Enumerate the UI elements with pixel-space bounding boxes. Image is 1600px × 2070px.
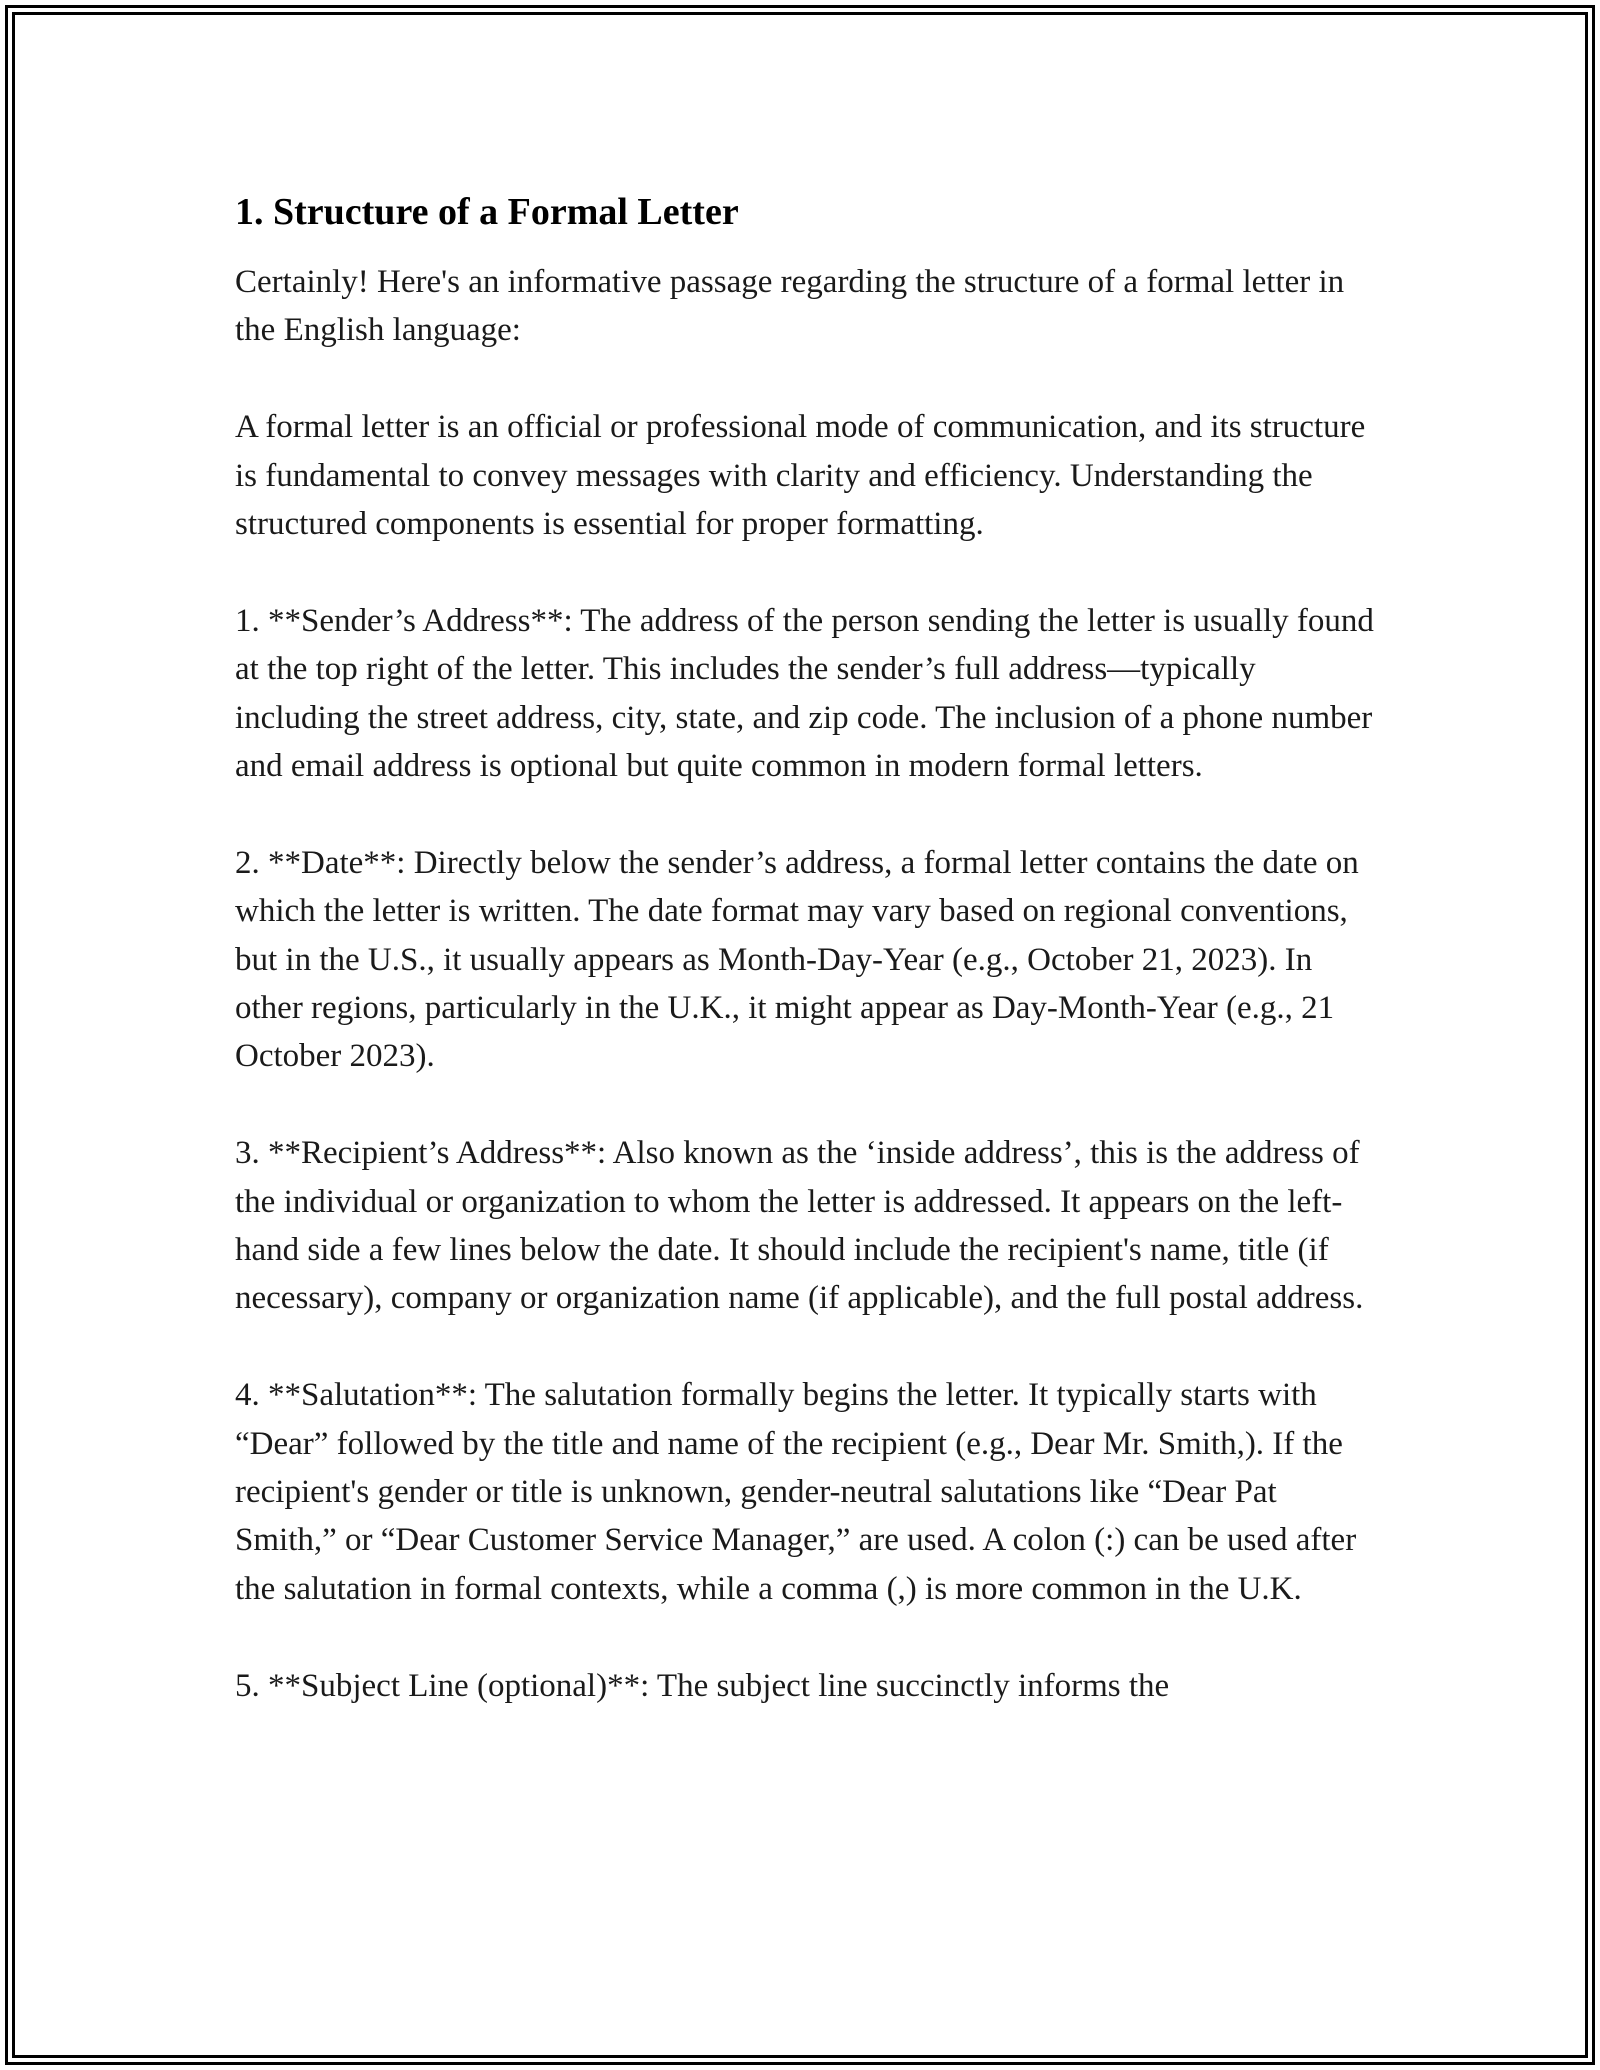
section-heading: 1. Structure of a Formal Letter <box>235 191 739 233</box>
recipient-address-paragraph: 3. **Recipient’s Address**: Also known as the ‘inside address’, this is the address of the individual or organization to whom the letter is addressed. It appears on the left-hand side a few lines below the date. It should include the recipient's name, title (if necessary), company or organization name (if applicable), and the full postal address. <box>235 1135 1364 1317</box>
subject-line-paragraph: 5. **Subject Line (optional)**: The subject line succinctly informs the <box>235 1667 1170 1704</box>
sender-address-paragraph: 1. **Sender’s Address**: The address of the person sending the letter is usually found at the top right of the letter. This includes the sender’s full address—typically including the street address, city, state, and zip code. The inclusion of a phone number and email address is optional but quite common in modern formal letters. <box>235 602 1374 785</box>
date-paragraph: 2. **Date**: Directly below the sender’s address, a formal letter contains the date on which the letter is written. The date format may vary based on regional conventions, but in the U.S., it usually appears as Month-Day-Year (e.g., October 21, 2023). In other regions, particularly in the U.K., it might appear as Day-Month-Year (e.g., 21 October 2023). <box>235 844 1359 1075</box>
overview-paragraph: A formal letter is an official or professional mode of communication, and its structure is fundamental to convey messages with clarity and efficiency. Understanding the structured components is essential for proper formatting. <box>235 409 1366 543</box>
document-body <box>235 186 1385 1758</box>
salutation-paragraph: 4. **Salutation**: The salutation formally begins the letter. It typically starts with “Dear” followed by the title and name of the recipient (e.g., Dear Mr. Smith,). If the recipient's gender or title is unknown, gender-neutral salutations like “Dear Pat Smith,” or “Dear Customer Service Manager,” are used. A colon (:) can be used after the salutation in formal contexts, while a comma (,) is more common in the U.K. <box>235 1377 1357 1607</box>
intro-paragraph: Certainly! Here's an informative passage regarding the structure of a formal letter in the English language: <box>235 264 1345 349</box>
